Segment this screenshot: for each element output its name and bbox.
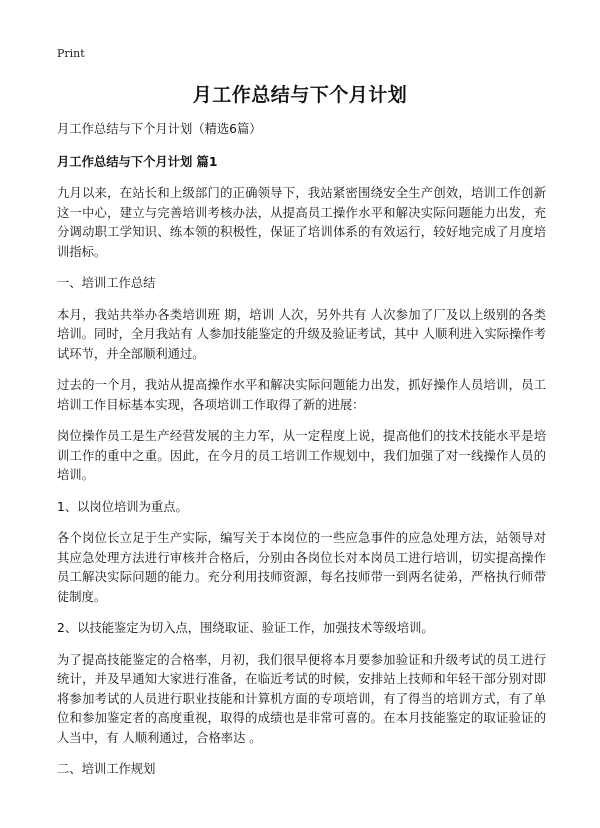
document-title: 月工作总结与下个月计划 [192,84,408,106]
paragraph-post-training: 各个岗位长立足于生产实际，编写关于本岗位的一些应急事件的应急处理方法，站领导对其应急处理方法进行审核并合格后，分别由各岗位长对本岗员工进行培训，切实提高操作员工解决实际问题的能力。充分利用技师资源，每名技师带一到两名徒弟，严格执行师带徒制度。 [57,531,546,604]
heading-training-summary: 一、培训工作总结 [57,276,156,290]
section-heading: 月工作总结与下个月计划 篇1 [57,154,218,169]
document-body [57,120,546,792]
intro-paragraph: 九月以来，在站长和上级部门的正确领导下，我站紧密围绕安全生产创效，培训工作创新这一中心，建立与完善培训考核办法，从提高员工操作水平和解决实际问题能力出发，充分调动职工学知识、练本领的积极性，保证了培训体系的有效运行，较好地完成了月度培训指标。 [57,186,546,259]
heading-training-plan: 二、培训工作规划 [57,762,156,776]
paragraph-skill-appraisal: 为了提高技能鉴定的合格率，月初，我们很早便将本月要参加验证和升级考试的员工进行统计，并及早通知大家进行准备，在临近考试的时候，安排站上技师和年轻干部分别对即将参加考试的人员进行职业技能和计算机方面的专项培训，有了得当的培训方式，有了单位和参加鉴定者的高度重视，取得的成绩也是非常可喜的。在本月技能鉴定的取证验证的 人当中，有 人顺利通过，合格率达 。 [57,652,546,745]
document-subtitle: 月工作总结与下个月计划（精选6篇） [57,122,262,136]
print-label: Print [57,47,85,60]
paragraph-monthly-stats: 本月，我站共举办各类培训班 期，培训 人次，另外共有 人次参加了厂及以上级别的各类培训。同时，全月我站有 人参加技能鉴定的升级及验证考试，其中 人顺利进入实际操作考试环节，并全部顺利通过。 [57,307,546,361]
paragraph-progress: 过去的一个月，我站从提高操作水平和解决实际问题能力出发，抓好操作人员培训，员工培训工作目标基本实现，各项培训工作取得了新的进展： [57,378,546,412]
heading-post-training: 1、以岗位培训为重点。 [57,499,188,514]
heading-skill-appraisal: 2、以技能鉴定为切入点，围绕取证、验证工作，加强技术等级培训。 [57,621,434,635]
paragraph-frontline-staff: 岗位操作员工是生产经营发展的主力军，从一定程度上说，提高他们的技术技能水平是培训工作的重中之重。因此，在今月的员工培训工作规划中，我们加强了对一线操作人员的培训。 [57,429,546,482]
